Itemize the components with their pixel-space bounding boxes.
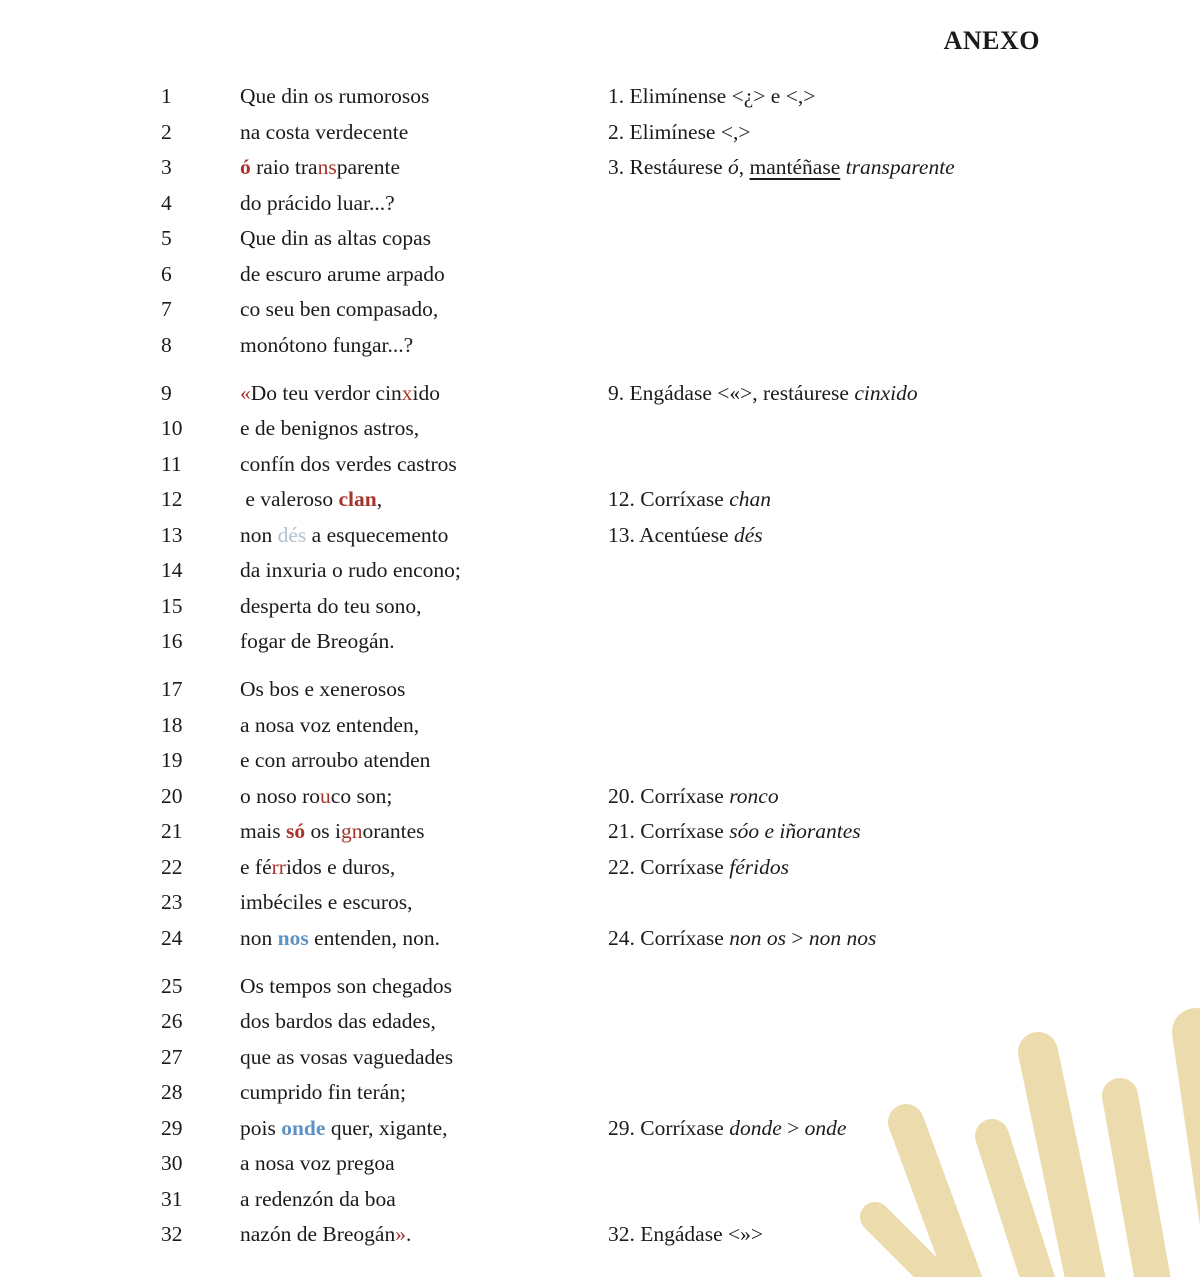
text-segment: a redenzón da boa <box>240 1186 396 1211</box>
line-number: 24 <box>161 925 183 950</box>
line-number: 28 <box>161 1080 183 1104</box>
line-number: 30 <box>161 1151 183 1175</box>
verse-text <box>240 1182 608 1218</box>
edit-note <box>608 328 1200 364</box>
poem-line-row <box>0 672 1200 708</box>
poem-line-row <box>0 1075 1200 1111</box>
verse-text <box>240 743 608 779</box>
text-segment: e con arroubo atenden <box>240 748 431 772</box>
line-number: 8 <box>161 332 172 357</box>
edit-note <box>608 1040 1200 1076</box>
text-segment: co seu ben compasado, <box>240 297 439 321</box>
verse-text <box>240 115 608 151</box>
line-number: 10 <box>161 416 183 440</box>
stanza <box>0 969 1200 1253</box>
line-number: 14 <box>161 558 183 582</box>
text-segment: raio tra <box>250 155 318 179</box>
text-segment: mais <box>240 819 286 843</box>
text-segment: clan <box>338 487 377 511</box>
verse-text <box>240 672 608 708</box>
edit-note <box>608 257 1200 293</box>
line-number: 18 <box>161 712 183 737</box>
text-segment: a nosa voz pregoa <box>240 1151 395 1175</box>
line-number: 26 <box>161 1009 183 1033</box>
line-number: 12 <box>161 487 183 511</box>
text-segment: do prácido luar...? <box>240 190 395 215</box>
verse-text <box>240 850 608 886</box>
edit-note <box>608 292 1200 328</box>
text-segment: , <box>738 155 750 179</box>
edit-note <box>608 1111 1200 1147</box>
text-segment: ns <box>317 155 337 179</box>
line-number: 7 <box>161 297 172 321</box>
line-number: 1 <box>161 84 172 108</box>
line-number: 22 <box>161 854 183 879</box>
text-segment: Os tempos son chegados <box>240 973 452 998</box>
text-segment: cinxido <box>854 380 918 405</box>
text-segment: féridos <box>729 854 789 879</box>
line-number: 6 <box>161 261 172 286</box>
edit-note <box>608 186 1200 222</box>
verse-text <box>240 969 608 1005</box>
edit-note <box>608 79 1200 115</box>
edit-note <box>608 221 1200 257</box>
edit-note <box>608 1004 1200 1040</box>
stanza <box>0 79 1200 363</box>
text-segment: transparente <box>845 155 955 179</box>
stanza <box>0 376 1200 660</box>
line-number: 16 <box>161 629 183 653</box>
poem-line-row <box>0 292 1200 328</box>
text-segment: monótono fungar...? <box>240 332 414 357</box>
text-segment: a esquecemento <box>306 522 449 547</box>
verse-text <box>240 1111 608 1147</box>
text-segment: 22. Corríxase <box>608 854 730 879</box>
poem-line-row <box>0 814 1200 850</box>
edit-note <box>608 553 1200 589</box>
text-segment: na costa verdecente <box>240 119 409 144</box>
text-segment: Os bos e xenerosos <box>240 677 406 701</box>
text-segment: non os <box>729 925 786 950</box>
verse-text <box>240 1075 608 1111</box>
text-segment: gn <box>340 819 363 843</box>
poem-line-row <box>0 1217 1200 1253</box>
line-number: 23 <box>161 890 183 914</box>
text-segment: onde <box>804 1115 847 1140</box>
edit-note <box>608 814 1200 850</box>
poem <box>0 79 1200 1265</box>
text-segment: 2. Elimínese <,> <box>608 119 751 144</box>
poem-line-row <box>0 921 1200 957</box>
edit-note <box>608 672 1200 708</box>
text-segment: 32. Engádase <»> <box>608 1222 764 1246</box>
poem-line-row <box>0 708 1200 744</box>
edit-note <box>608 1182 1200 1218</box>
verse-text <box>240 553 608 589</box>
verse-text <box>240 482 608 518</box>
text-segment: nos <box>277 925 309 950</box>
text-segment: entenden, non. <box>308 925 441 950</box>
verse-text <box>240 1004 608 1040</box>
text-segment: 9. Engádase <«>, restáurese <box>608 380 855 405</box>
verse-text <box>240 624 608 660</box>
line-number: 31 <box>161 1186 183 1211</box>
poem-line-row <box>0 447 1200 483</box>
text-segment: parente <box>336 155 400 179</box>
text-segment: dés <box>733 522 763 547</box>
text-segment: 29. Corríxase <box>608 1115 730 1140</box>
line-number: 25 <box>161 973 183 998</box>
poem-line-row <box>0 518 1200 554</box>
poem-line-row <box>0 885 1200 921</box>
poem-line-row <box>0 779 1200 815</box>
text-segment: chan <box>729 487 772 511</box>
verse-text <box>240 921 608 957</box>
edit-note <box>608 150 1200 186</box>
line-number: 9 <box>161 380 172 405</box>
poem-line-row <box>0 1146 1200 1182</box>
poem-line-row <box>0 969 1200 1005</box>
text-segment: cumprido fin terán; <box>240 1080 406 1104</box>
text-segment: u <box>320 783 331 808</box>
verse-text <box>240 447 608 483</box>
text-segment: desperta do teu sono, <box>240 593 422 618</box>
text-segment: fogar de Breogán. <box>240 629 395 653</box>
line-number: 29 <box>161 1115 183 1140</box>
text-segment: onde <box>281 1115 326 1140</box>
poem-line-row <box>0 186 1200 222</box>
text-segment: donde <box>729 1115 782 1140</box>
verse-text <box>240 814 608 850</box>
text-segment: co son; <box>330 783 393 808</box>
line-number: 20 <box>161 783 183 808</box>
line-number: 27 <box>161 1044 183 1069</box>
text-segment: quer, xigante, <box>325 1115 448 1140</box>
line-number: 13 <box>161 522 183 547</box>
text-segment: ido <box>412 380 441 405</box>
verse-text <box>240 1040 608 1076</box>
edit-note <box>608 921 1200 957</box>
verse-text <box>240 186 608 222</box>
edit-note <box>608 115 1200 151</box>
text-segment: a nosa voz entenden, <box>240 712 420 737</box>
verse-text <box>240 1217 608 1253</box>
text-segment: non <box>240 925 278 950</box>
edit-note <box>608 411 1200 447</box>
text-segment: os i <box>305 819 341 843</box>
poem-line-row <box>0 115 1200 151</box>
page-title: ANEXO <box>943 26 1040 55</box>
edit-note <box>608 850 1200 886</box>
line-number: 32 <box>161 1222 183 1246</box>
poem-line-row <box>0 624 1200 660</box>
edit-note <box>608 779 1200 815</box>
line-number: 17 <box>161 677 183 701</box>
verse-text <box>240 221 608 257</box>
verse-text <box>240 376 608 412</box>
line-number: 15 <box>161 593 183 618</box>
text-segment: pois <box>240 1115 282 1140</box>
text-segment: 3. Restáurese <box>608 155 729 179</box>
poem-line-row <box>0 221 1200 257</box>
verse-text <box>240 328 608 364</box>
verse-text <box>240 589 608 625</box>
verse-text <box>240 257 608 293</box>
verse-text <box>240 708 608 744</box>
line-number: 3 <box>161 155 172 179</box>
line-number: 11 <box>161 451 182 476</box>
verse-text <box>240 79 608 115</box>
text-segment: orantes <box>362 819 425 843</box>
edit-note <box>608 589 1200 625</box>
edit-note <box>608 743 1200 779</box>
text-segment: confín dos verdes castros <box>240 451 457 476</box>
edit-note <box>608 1217 1200 1253</box>
text-segment: idos e duros, <box>285 854 396 879</box>
text-segment: mantéñase <box>749 155 841 179</box>
edit-note <box>608 969 1200 1005</box>
poem-line-row <box>0 553 1200 589</box>
poem-line-row <box>0 328 1200 364</box>
verse-text <box>240 885 608 921</box>
text-segment: 1. Elimínense <¿> e <,> <box>608 84 816 108</box>
verse-text <box>240 518 608 554</box>
poem-line-row <box>0 1004 1200 1040</box>
edit-note <box>608 376 1200 412</box>
verse-text <box>240 292 608 328</box>
text-segment: > <box>785 925 809 950</box>
text-segment: nazón de Breogán <box>240 1222 396 1246</box>
text-segment: 13. Acentúese <box>608 522 734 547</box>
text-segment: Do teu verdor cin <box>250 380 402 405</box>
verse-text <box>240 411 608 447</box>
edit-note <box>608 1075 1200 1111</box>
edit-note <box>608 482 1200 518</box>
text-segment: non <box>240 522 278 547</box>
text-segment: e fé <box>240 854 272 879</box>
verse-text <box>240 779 608 815</box>
verse-text <box>240 1146 608 1182</box>
poem-line-row <box>0 79 1200 115</box>
text-segment: sóo e iñorantes <box>729 819 861 843</box>
edit-note <box>608 708 1200 744</box>
text-segment: ronco <box>729 783 779 808</box>
text-segment: só <box>285 819 306 843</box>
edit-note <box>608 885 1200 921</box>
line-number: 4 <box>161 190 172 215</box>
text-segment: 24. Corríxase <box>608 925 730 950</box>
poem-line-row <box>0 589 1200 625</box>
edit-note <box>608 518 1200 554</box>
text-segment: « <box>240 380 251 405</box>
line-number: 2 <box>161 119 172 144</box>
text-segment: 20. Corríxase <box>608 783 730 808</box>
text-segment: e valeroso <box>240 487 339 511</box>
line-number: 21 <box>161 819 183 843</box>
text-segment: da inxuria o rudo encono; <box>240 558 461 582</box>
text-segment: dos bardos das edades, <box>240 1009 436 1033</box>
stanza <box>0 672 1200 956</box>
text-segment: , <box>376 487 383 511</box>
text-segment: de escuro arume arpado <box>240 261 445 286</box>
poem-line-row <box>0 257 1200 293</box>
text-segment: e de benignos astros, <box>240 416 420 440</box>
text-segment: Que din as altas copas <box>240 226 432 250</box>
text-segment: ó <box>728 155 739 179</box>
text-segment: non nos <box>808 925 877 950</box>
poem-line-row <box>0 1111 1200 1147</box>
poem-line-row <box>0 1182 1200 1218</box>
text-segment: 12. Corríxase <box>608 487 730 511</box>
edit-note <box>608 624 1200 660</box>
text-segment: imbéciles e escuros, <box>240 890 413 914</box>
poem-line-row <box>0 482 1200 518</box>
poem-line-row <box>0 743 1200 779</box>
text-segment: » <box>395 1222 406 1246</box>
text-segment: 21. Corríxase <box>608 819 730 843</box>
text-segment: que as vosas vaguedades <box>240 1044 454 1069</box>
poem-line-row <box>0 1040 1200 1076</box>
text-segment: ó <box>240 155 251 179</box>
text-segment: Que din os rumorosos <box>240 84 430 108</box>
edit-note <box>608 1146 1200 1182</box>
poem-line-row <box>0 850 1200 886</box>
edit-note <box>608 447 1200 483</box>
line-number: 5 <box>161 226 172 250</box>
poem-line-row <box>0 376 1200 412</box>
text-segment: . <box>405 1222 412 1246</box>
poem-line-row <box>0 411 1200 447</box>
text-segment: rr <box>271 854 286 879</box>
text-segment: dés <box>277 522 307 547</box>
poem-line-row <box>0 150 1200 186</box>
text-segment: x <box>401 380 413 405</box>
text-segment: o noso ro <box>240 783 321 808</box>
verse-text <box>240 150 608 186</box>
line-number: 19 <box>161 748 183 772</box>
text-segment: > <box>781 1115 805 1140</box>
